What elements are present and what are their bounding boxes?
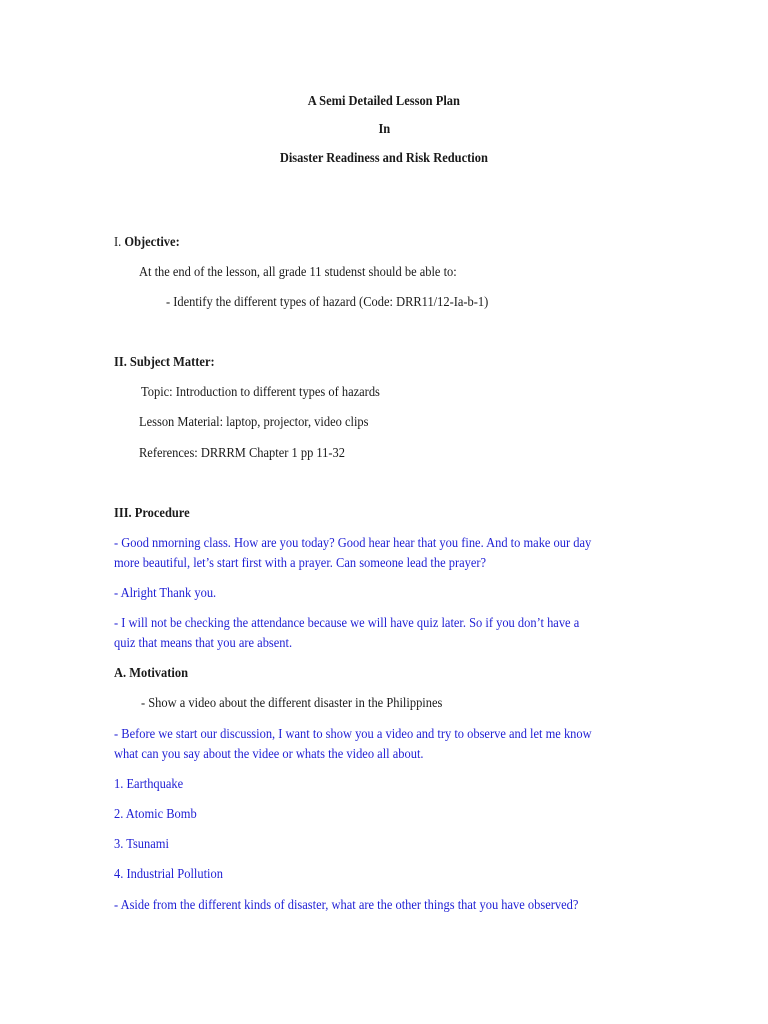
title-line-1 (0, 93, 768, 109)
objective-item: - Identify the different types of hazard (Code: DRR11/12-Ia-b-1) (166, 294, 489, 309)
objective-number: I. (114, 234, 122, 249)
subject-matter-heading: II. Subject Matter: (114, 354, 215, 369)
title-line-2 (0, 121, 768, 137)
subject-material: Lesson Material: laptop, projector, video clips (139, 414, 369, 429)
procedure-greeting-line-2: more beautiful, let’s start first with a prayer. Can someone lead the prayer? (114, 555, 487, 570)
title-line-3 (0, 150, 768, 166)
title-line-1-text: A Semi Detailed Lesson Plan (307, 93, 461, 108)
motivation-heading: A. Motivation (114, 665, 189, 680)
title-line-2-text: In (378, 121, 390, 136)
motivation-activity: - Show a video about the different disaster in the Philippines (141, 695, 443, 710)
answer-earthquake: 1. Earthquake (114, 776, 184, 791)
motivation-followup: - Aside from the different kinds of disaster, what are the other things that you have observed? (114, 897, 579, 912)
procedure-thanks: - Alright Thank you. (114, 585, 217, 600)
procedure-attendance-line-1: - I will not be checking the attendance because we will have quiz later. So if you don’t have a (114, 615, 580, 630)
procedure-attendance-line-2: quiz that means that you are absent. (114, 635, 293, 650)
answer-atomic-bomb: 2. Atomic Bomb (114, 806, 197, 821)
title-line-3-text: Disaster Readiness and Risk Reduction (279, 150, 489, 165)
subject-topic: Topic: Introduction to different types of hazards (141, 384, 380, 399)
procedure-greeting-line-1: - Good nmorning class. How are you today? Good hear hear that you fine. And to make our day (114, 535, 592, 550)
motivation-prompt-line-2: what can you say about the videe or whats the video all about. (114, 746, 424, 761)
objective-intro: At the end of the lesson, all grade 11 studenst should be able to: (139, 264, 457, 279)
objective-label: Objective: (124, 234, 180, 249)
subject-references: References: DRRRM Chapter 1 pp 11-32 (139, 445, 346, 460)
answer-industrial-pollution: 4. Industrial Pollution (114, 866, 223, 881)
objective-heading (114, 234, 180, 250)
answer-tsunami: 3. Tsunami (114, 836, 169, 851)
procedure-heading: III. Procedure (114, 505, 190, 520)
motivation-prompt-line-1: - Before we start our discussion, I want to show you a video and try to observe and let me know (114, 726, 592, 741)
